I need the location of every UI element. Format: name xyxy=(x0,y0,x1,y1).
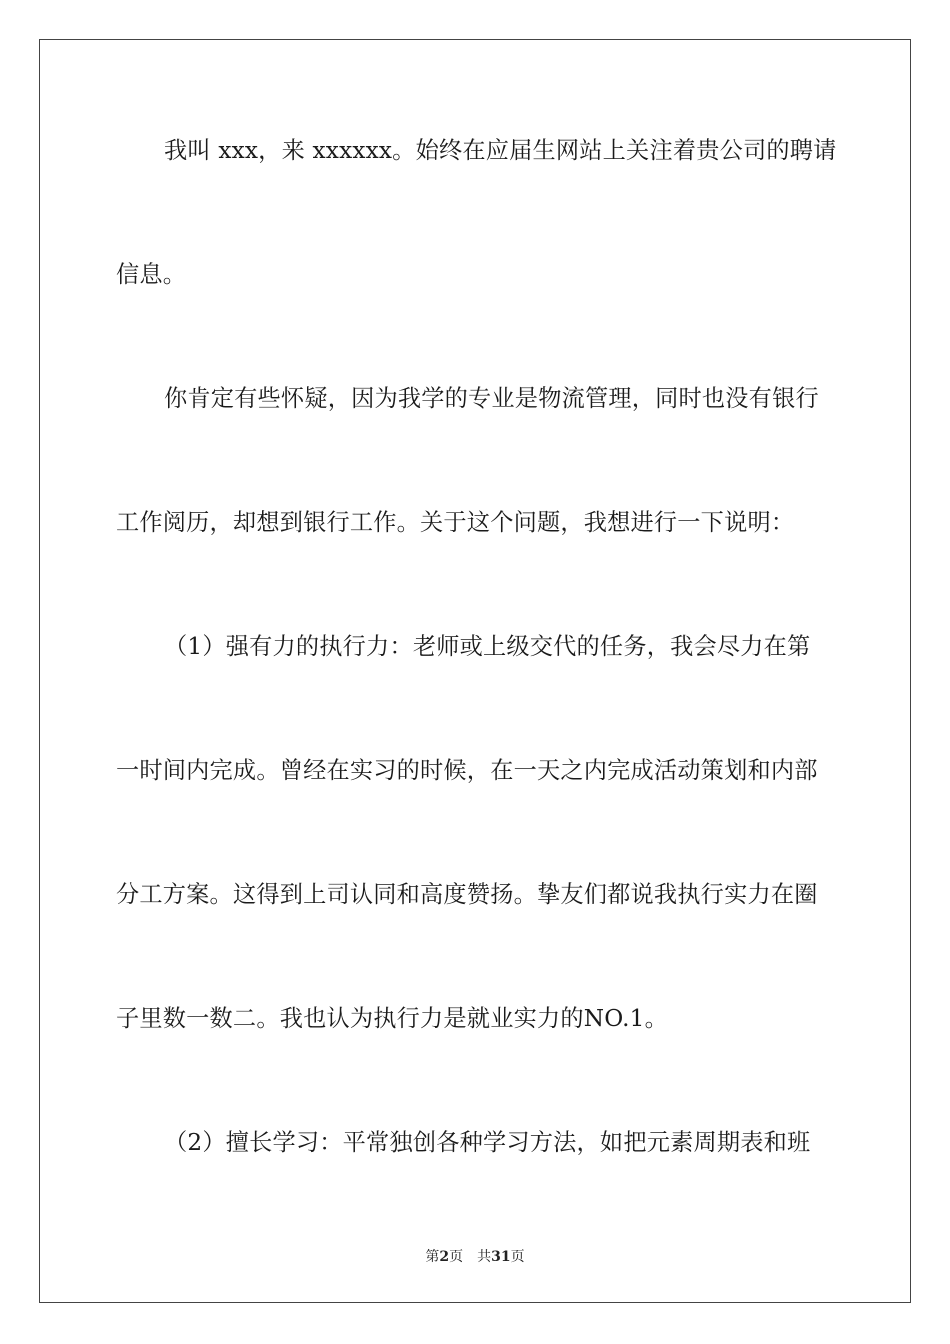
paragraph-line: （2）擅长学习：平常独创各种学习方法，如把元素周期表和班 xyxy=(164,1129,811,1156)
page-border xyxy=(39,39,911,1303)
paragraph-line: 我叫 xxx，来 xxxxxx。始终在应届生网站上关注着贵公司的聘请 xyxy=(164,137,837,164)
paragraph-line: 子里数一数二。我也认为执行力是就业实力的NO.1。 xyxy=(116,1005,668,1032)
paragraph-line: 信息。 xyxy=(116,261,187,288)
paragraph-line: 工作阅历，却想到银行工作。关于这个问题，我想进行一下说明： xyxy=(116,509,795,536)
page-prefix: 第 xyxy=(425,1249,440,1265)
paragraph-line: 分工方案。这得到上司认同和高度赞扬。挚友们都说我执行实力在圈 xyxy=(116,881,818,908)
total-prefix: 共 xyxy=(477,1249,492,1265)
page-current: 2 xyxy=(439,1249,450,1265)
total-suffix: 页 xyxy=(510,1249,525,1265)
page-total: 31 xyxy=(491,1249,511,1265)
paragraph-line: 一时间内完成。曾经在实习的时候，在一天之内完成活动策划和内部 xyxy=(116,757,818,784)
page-suffix: 页 xyxy=(449,1249,464,1265)
page-footer xyxy=(0,1247,950,1267)
paragraph-line: （1）强有力的执行力：老师或上级交代的任务，我会尽力在第 xyxy=(164,633,811,660)
paragraph-line: 你肯定有些怀疑，因为我学的专业是物流管理，同时也没有银行 xyxy=(164,385,819,412)
